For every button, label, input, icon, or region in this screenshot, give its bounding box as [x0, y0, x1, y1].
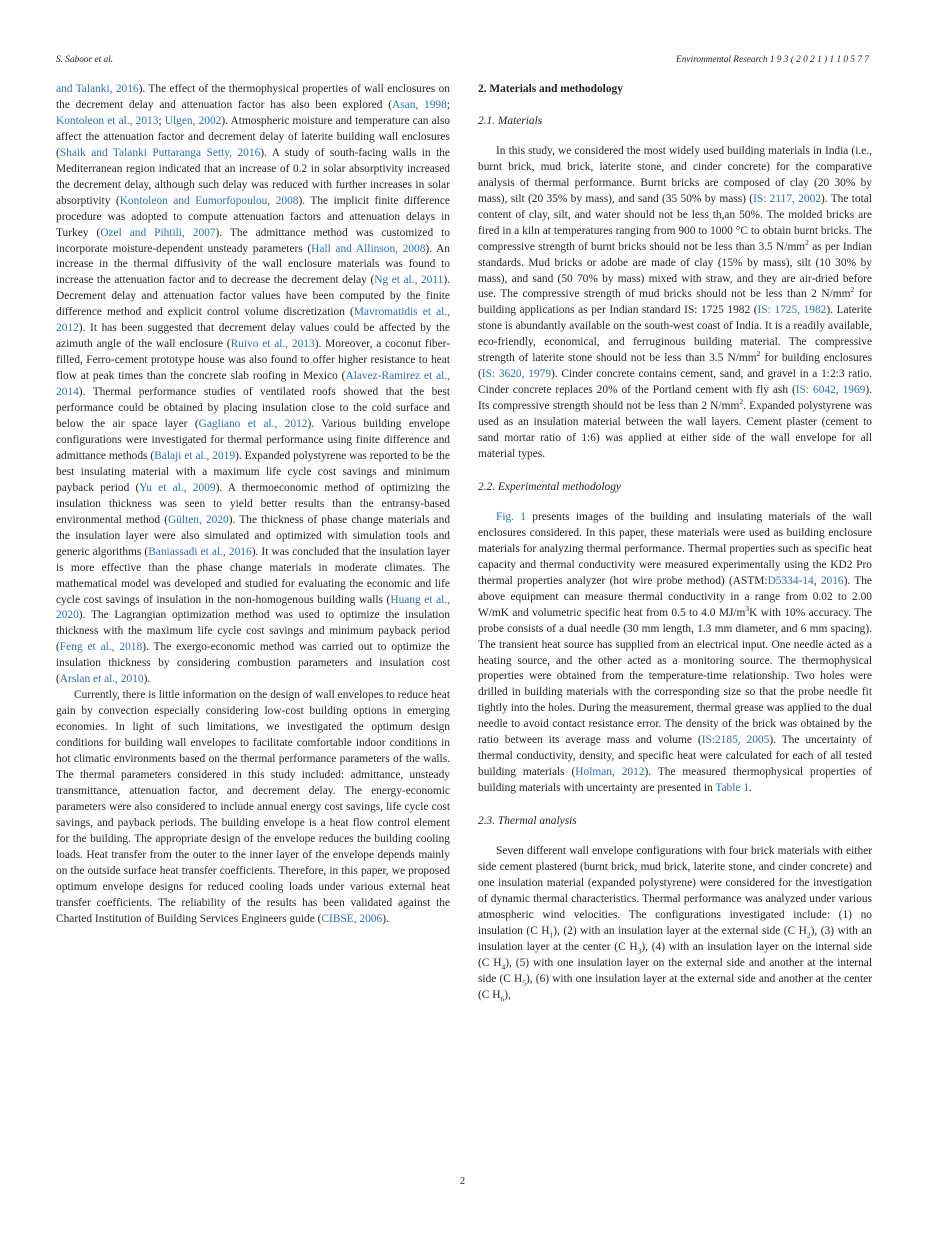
- subscript: 5: [522, 977, 526, 987]
- text-run: presents images of the building and insulating materials of the wall enclosures considered. In this paper, these materials were used as building enclosure materials for analyzing thermal performance. Thermal properties such as specific heat capacity and thermal conductivity were measured experimentally using the KD2 Pro thermal properties analyzer (hot wire probe method) (ASTM:: [478, 510, 872, 587]
- citation-link[interactable]: IS: 1725, 1982: [757, 304, 827, 317]
- figure-link[interactable]: Fig. 1: [496, 510, 526, 523]
- subscript: 6: [500, 993, 505, 1003]
- text-run: ). Various building envelope configurations were investigated for thermal performance using finite difference and admittance methods (: [56, 418, 450, 462]
- citation-link[interactable]: IS:2185, 2005: [701, 734, 770, 747]
- text-run: ). Cinder concrete contains cement, sand, and gravel in a 1:2:3 ratio. Cinder concrete replaces 20% of the Portland cement with fly ash (: [478, 368, 872, 397]
- text-run: ). The exergo-economic method was carried out to optimize the insulation thickness by considering combustion parameters and insulation cost (: [56, 641, 450, 686]
- text-run: ).: [143, 673, 151, 686]
- text-run: .: [749, 782, 752, 795]
- text-run: K with 10% accuracy. The probe consists of a dual needle (30 mm length, 1.3 mm diameter, and 6 mm spacing). The transient heat source has supplied from an electrical input. One needle acted as a heating source, and the other acted as a monitoring source. The thermophysical properties were obtained from the temperature-time relationship. Two holes were drilled in building materials with the corresponding size so that the probe needle fit tightly into the holes. During the measurement, thermal grease was applied to the dual needle to avoid contact resistance error. The density of the brick was obtained by the ratio between its average mass and volume (: [478, 606, 873, 747]
- text-run: ). Moreover, a coconut fiber-filled, Ferro-cement prototype house was also found to offer higher resistance to heat flow at peak times than the concrete slab roofing in Mexico (: [56, 338, 450, 383]
- table-link[interactable]: Table 1: [715, 782, 750, 795]
- text-run: ).: [382, 912, 389, 925]
- header-authors: S. Saboor et al.: [56, 55, 114, 65]
- text-run: ). The above equipment can measure thermal conductivity in a range from 0.02 to 2.00 W/mK and volumetric specific heat from 0.5 to 4.0 MJ/m: [478, 574, 872, 619]
- citation-link[interactable]: Mavromatidis et al., 2012: [56, 306, 450, 335]
- text-run: ). Its compressive strength should not be less than 2 N/mm: [478, 384, 873, 413]
- text-run: ). A thermoeconomic method of optimizing the insulation thickness was seen to yield better results than the entransy-based environmental method (: [56, 481, 450, 526]
- citation-link[interactable]: IS: 2117, 2002: [753, 192, 821, 205]
- superscript: 2: [805, 237, 809, 247]
- text-run: Currently, there is little information on the design of wall envelopes to reduce heat gain by convection especially considering low-cost building options in emerging economies. In light of such limitations, we investigated the optimum design conditions for building wall envelopes to facilitate comfortable indoor conditions in hot climatic environments based on the thermal performance parameters of the walls. The thermal parameters considered in this study included: admittance, unsteady transmittance, attenuation factor, and decrement delay. The energy-economic parameters were also considered to include annual energy cost savings, life cycle cost savings, and payback periods. The building envelope is a heat flow control element for the building. The appropriate design of the envelope reduces the building cooling loads. Heat transfer from the outer to the inner layer of the envelope depends mainly on the outside surface heat transfer coefficients. Therefore, in this paper, we proposed optimum envelope designs for reduced cooling loads under various external heat transfer coefficients. The reliability of the results has been validated against the Charted Institution of Building Services Engineers guide (: [56, 689, 450, 925]
- paragraph-materials: [478, 144, 872, 463]
- citation-link[interactable]: IS: 6042, 1969: [795, 384, 866, 397]
- superscript: 2: [756, 349, 761, 359]
- page-number: 2: [459, 1176, 466, 1187]
- spacer: [478, 463, 872, 480]
- text-run: . Expanded polystyrene was used as an insulation material between the wall layers. Cement plaster (cement to sand mortar ratio of 1:6) was applied at either side of the wall envelope for all material types.: [478, 400, 873, 461]
- header-journal: Environmental Research 1 9 3 ( 2 0 2 1 ) 1 1 0 5 7 7: [676, 55, 869, 65]
- text-run: for building enclosures (: [478, 352, 872, 381]
- text-run: ). The admittance method was customized to incorporate moisture-dependent unsteady parameters (: [56, 226, 450, 255]
- section-heading: 2. Materials and methodology: [478, 83, 623, 95]
- citation-link[interactable]: Gagliano et al., 2012: [198, 418, 308, 431]
- text-run: ). The implicit finite difference procedure was adopted to compute attenuation factors and attenuation delays in Turkey (: [56, 194, 450, 239]
- text-run: ), (3) with an insulation layer at the center (C H: [478, 924, 872, 953]
- text-run: ,: [813, 574, 821, 587]
- citation-link[interactable]: 2016: [820, 574, 844, 587]
- citation-link[interactable]: Arslan et al., 2010: [59, 673, 144, 686]
- citation-link[interactable]: Holman, 2012: [575, 766, 645, 779]
- citation-link[interactable]: CIBSE, 2006: [321, 912, 383, 925]
- citation-link[interactable]: Ruivo et al., 2013: [230, 338, 315, 351]
- text-run: ), (6) with one insulation layer at the external side and another at the center (C H: [478, 972, 872, 1001]
- text-run: ). The effect of the thermophysical properties of wall enclosures on the decrement delay and attenuation factor has also been explored (: [56, 83, 450, 111]
- citation-link[interactable]: D5334-14: [767, 574, 814, 587]
- subscript: 3: [637, 946, 642, 956]
- paragraph-study-aims: [56, 688, 450, 927]
- subsection-heading: 2.2. Experimental methodology: [478, 480, 621, 493]
- subsection-heading: 2.1. Materials: [478, 114, 543, 127]
- text-run: ). The total content of clay, silt, and water should not be less th,an 50%. The molded bricks are fired in a kiln at temperatures ranging from 900 to 1000 °C to obtain burnt bricks. The compressive strength of burnt bricks should not be less than 3.5 N/mm: [478, 192, 872, 253]
- text-run: ). The uncertainty of thermal conductivity, density, and specific heat were calculated for each of all tested building materials (: [478, 734, 872, 779]
- citation-link[interactable]: Ozel and Pihtili, 2007: [100, 226, 216, 239]
- text-run: as per Indian standards. Mud bricks or adobe are made of clay (15% by mass), silt (10 30% by mass), and sand (50 70% by mass) mixed with straw, and they are air-dried before use. The compressive strength of mud bricks should not be less than 2 N/mm: [478, 240, 872, 301]
- citation-link[interactable]: Kontoleon and Eumorfopoulou, 2008: [119, 194, 299, 207]
- text-run: ). Thermal performance studies of ventilated roofs showed that the best performance could be obtained by placing insulation close to the cold surface and below the air space layer (: [56, 386, 450, 431]
- text-run: ). The Lagrangian optimization method was used to optimize the insulation thickness with the maximum life cycle cost savings and minimum payback period (: [56, 609, 450, 654]
- citation-link[interactable]: Baniassadi et al., 2016: [148, 545, 252, 558]
- citation-link[interactable]: Asan, 1998: [392, 98, 447, 111]
- text-run: ),: [504, 988, 511, 1001]
- text-run: ). The thickness of phase change materials and the insulation layer were also simulated and optimized with simulation tools and generic algorithms (: [56, 513, 451, 558]
- citation-link[interactable]: Alavez-Ramirez et al., 2014: [56, 370, 451, 399]
- right-column: [478, 82, 872, 1004]
- citation-link[interactable]: Gülten, 2020: [168, 513, 229, 526]
- text-run: ). It was concluded that the insulation layer is more effective than the phase change materials in moderate climates. The mathematical model was developed and studied for evaluating the economic and life cycle cost savings of insulation in the non-homogenous building walls (: [56, 545, 451, 606]
- text-run: ;: [158, 114, 165, 127]
- superscript: 3: [745, 603, 750, 613]
- paragraph-literature-review: [56, 82, 450, 688]
- subscript: 2: [806, 930, 811, 940]
- text-run: ). Expanded polystyrene was reported to be the best insulating material with a maximum life cycle cost savings and minimum payback period (: [56, 449, 451, 494]
- text-run: ;: [446, 98, 450, 111]
- text-run: In this study, we considered the most widely used building materials in India (i.e., burnt brick, mud brick, laterite stone, and cinder concrete) for the comparative analysis of thermal performance. Burnt bricks are composed of clay (20 30% by mass), silt (20 35% by mass), and sand (35 50% by mass) (: [478, 144, 872, 205]
- citation-link[interactable]: Ng et al., 2011: [374, 274, 444, 287]
- citation-link[interactable]: Kontoleon et al., 2013: [56, 114, 159, 127]
- citation-link[interactable]: Feng et al., 2018: [59, 641, 143, 654]
- text-run: ). An increase in the thermal diffusivity of the wall enclosure materials was found to increase the attenuation factor and to decrease the decrement delay (: [56, 242, 451, 287]
- spacer: [478, 797, 872, 814]
- citation-link[interactable]: Hall and Allinson, 2008: [311, 242, 426, 255]
- subscript: 1: [549, 930, 554, 940]
- paragraph-thermal-analysis: [478, 844, 872, 1004]
- text-run: ). Atmospheric moisture and temperature can also affect the attenuation factor and decrement delay of laterite building wall enclosures (: [56, 114, 450, 159]
- superscript: 2: [739, 397, 744, 407]
- text-run: ). Laterite stone is abundantly available on the south-west coast of India. It is a readily available, eco-friendly, economical, and ferruginous building material. The compressive strength of laterite stone should not be less than 3.5 N/mm: [478, 304, 872, 365]
- citation-link[interactable]: Shaik and Talanki Puttaranga Setty, 2016: [59, 146, 261, 159]
- running-header: [56, 55, 869, 69]
- citation-link[interactable]: Yu et al., 2009: [139, 481, 216, 494]
- text-run: ). The measured thermophysical properties of building materials with uncertainty are presented in: [478, 766, 872, 795]
- citation-link[interactable]: and Talanki, 2016: [56, 83, 139, 95]
- text-run: ). A study of south-facing walls in the Mediterranean region indicated that an increase of 0.2 in solar absorptivity increased the decrement delay, although such delay was reduced with further increases in solar absorptivity (: [56, 146, 450, 207]
- subscript: 4: [501, 961, 506, 971]
- text-run: ). Decrement delay and attenuation factor values have been computed by the finite difference method and explicit control volume discretization (: [56, 274, 450, 319]
- text-run: ). It has been suggested that decrement delay values could be affected by the azimuth angle of the wall enclosure (: [56, 322, 450, 351]
- text-run: ), (2) with an insulation layer at the external side (C H: [553, 924, 807, 937]
- text-run: ), (5) with one insulation layer on the external side and another at the internal side (C H: [478, 956, 872, 985]
- superscript: 2: [850, 285, 855, 295]
- subsection-heading: 2.3. Thermal analysis: [478, 815, 577, 828]
- text-run: ), (4) with an insulation layer on the internal side (C H: [478, 940, 872, 969]
- citation-link[interactable]: Balaji et al., 2019: [154, 449, 236, 462]
- paragraph-experimental: [478, 510, 872, 797]
- left-column: [56, 82, 450, 928]
- citation-link[interactable]: Ulgen, 2002: [164, 114, 222, 127]
- text-run: Seven different wall envelope configurations with four brick materials with either side cement plastered (burnt brick, mud brick, laterite stone, and cinder concrete) and one insulation material (expanded polystyrene) were considered for the investigation of dynamic thermal characteristics. Thermal performance was analyzed under various atmospheric wind velocities. The configurations investigated include: (1) no insulation (C H: [478, 845, 872, 937]
- citation-link[interactable]: IS: 3620, 1979: [481, 368, 552, 381]
- citation-link[interactable]: Huang et al., 2020: [56, 593, 451, 622]
- text-run: for building applications as per Indian standard IS: 1725 1982 (: [478, 288, 873, 317]
